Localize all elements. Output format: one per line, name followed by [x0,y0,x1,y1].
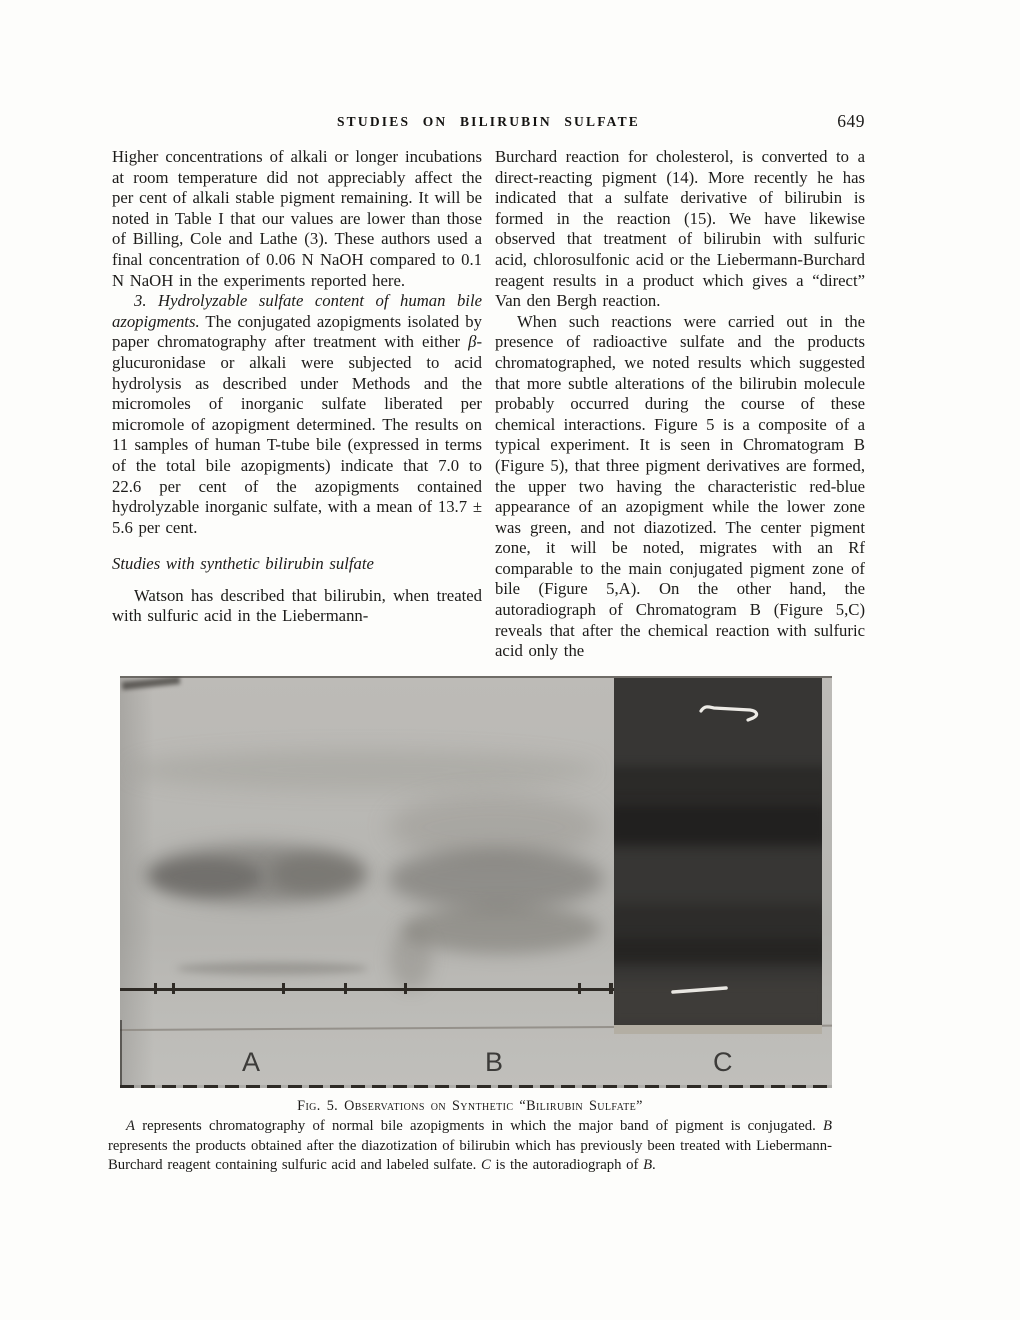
staple-mark-bottom-icon [670,982,732,998]
chromatogram-a-band-core [150,858,262,896]
staple-mark-top-icon [698,702,764,724]
italic-text-run: B [643,1157,653,1174]
lane-label-a: A [242,1047,261,1077]
chromatogram-a-band-right [270,852,366,896]
figure-caption-title: Fig. 5. Observations on Synthetic “Bilirubin Sulfate” [297,1098,643,1114]
faint-solvent-band [128,750,598,790]
text-run: represents chromatography of normal bile azopigments in which the major band of pigment is conjugated. [134,1118,824,1134]
radiograph-band [614,802,822,846]
text-run: Burchard reaction for cholesterol, is converted to a direct-reacting pigment (14). More recently he has indicated that a sulfate derivative of bilirubin is formed in the reaction (15). We have likewise observed that treatment of bilirubin with sulfuric acid, chlorosulfonic acid or the Liebermann-Burchard reagent results in a product which gives a “direct” Van den Bergh reaction. [495,147,865,311]
left-column [112,147,482,662]
autoradiograph-strip-c [614,678,822,1025]
text-run: Watson has described that bilirubin, when treated with sulfuric acid in the Liebermann- [112,585,482,626]
italic-text-run: 3. Hydrolyzable sulfate content of human bile azopigments. [112,291,482,331]
paragraph [112,586,482,627]
chromatogram-b-lower-band [402,904,600,954]
strip-bottom-edge [614,1025,822,1034]
paragraph [495,312,865,662]
text-run: Higher concentrations of alkali or longer incubations at room temperature did not appreciably affect the per cent of alkali stable pigment remaining. It will be noted in Table I that our values are lower than those of Billing, Cole and Lathe (3). These authors used a final concentration of 0.06 N NaOH compared to 0.1 N NaOH in the experiments reported here. [112,147,482,290]
origin-tick [609,983,613,994]
radiograph-band [614,766,822,802]
page-header [112,111,865,134]
section-heading [112,554,482,575]
origin-tick [172,983,175,994]
page-number: 649 [837,111,865,131]
text-run: represents the products obtained after the diazotization of bilirubin which has previously been treated with Liebermann-Burchard reagent containing sulfuric acid and labeled sulfate. [108,1137,832,1174]
text-run: is the autoradiograph of [490,1157,644,1174]
photo-ragged-bottom [120,1085,832,1088]
origin-tick [578,983,581,994]
chromatogram-a-lower-streak [176,962,368,975]
origin-tick [344,983,347,994]
italic-text-run: A [126,1118,135,1134]
text-run: . [652,1157,656,1174]
text-run: -glucuronidase or alkali were subjected to acid hydrolysis as described under Methods and the micromoles of inorganic sulfate liberated per micromole of azopigment determined. The results on 11 samples of human T-tube bile (expressed in terms of the total bile azopigments) indicate that 7.0 to 22.6 per cent of the azopigments contained hydrolyzable inorganic sulfate, with a mean of 13.7 ± 5.6 per cent. [112,332,482,537]
paragraph [112,291,482,538]
radiograph-band [614,904,822,938]
paragraph [112,147,482,291]
lane-label-b: B [485,1047,504,1077]
text-run: The conjugated azopigments isolated by paper chromatography after treatment with either [112,311,482,352]
origin-tick [154,983,157,994]
chromatogram-b-center-band [388,848,604,910]
italic-text-run: C [481,1157,491,1174]
lane-label-c: C [713,1047,733,1077]
origin-tick [282,983,285,994]
origin-line [120,988,618,991]
chromatogram-photo [120,676,832,1088]
italic-text-run: Studies with synthetic bilirubin sulfate [112,554,374,574]
origin-tick [404,983,407,994]
photo-left-edge [120,1020,122,1088]
figure-5 [120,676,832,1094]
italic-text-run: β [468,332,477,352]
article-body [112,147,865,662]
figure-caption-body [108,1117,832,1176]
right-column [495,147,865,662]
chromatogram-b-tail [390,928,432,990]
radiograph-band [614,936,822,964]
running-title: STUDIES ON BILIRUBIN SULFATE [336,114,641,129]
text-run: When such reactions were carried out in the presence of radioactive sulfate and the products chromatographed, we noted results which suggested that more subtle alterations of the bilirubin molecule probably occurred during the course of these chemical interactions. Figure 5 is a composite of a typical experiment. It is seen in Chromatogram B (Figure 5), that three pigment derivatives are formed, the upper two having the characteristic red-blue appearance of an azopigment while the lower zone was green, and not diazotized. The center pigment zone, it will be noted, migrates with an Rf comparable to the main conjugated pigment zone of bile (Figure 5,A). On the other hand, the autoradiograph of Chromatogram B (Figure 5,C) reveals that after the chemical reaction with sulfuric acid only the [495,311,865,661]
paragraph [495,147,865,312]
italic-text-run: B [823,1118,832,1134]
